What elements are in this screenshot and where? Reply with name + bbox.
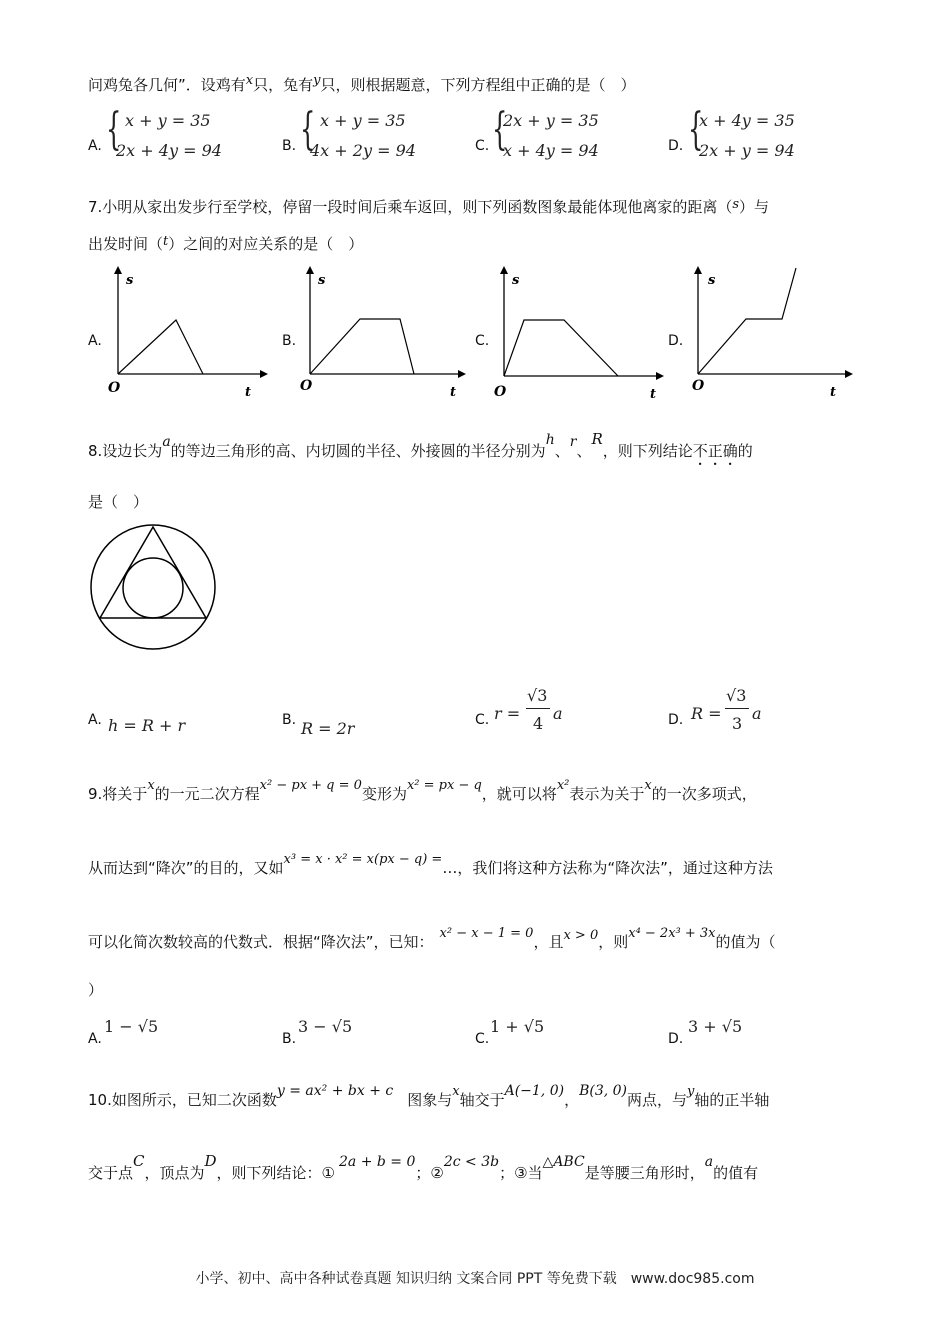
q9-text-g: 从而达到“降次”的目的，又如 xyxy=(88,859,284,877)
q10-text-f: 交于点 xyxy=(88,1164,134,1182)
var-a: a xyxy=(553,704,563,723)
brace: { xyxy=(492,104,508,155)
option-label: C. xyxy=(475,333,490,349)
expression: 1 − √5 xyxy=(104,1017,159,1036)
q9-line4 xyxy=(88,980,103,1000)
equation: x³ = x · x² = x(px − q) = xyxy=(283,852,443,867)
q9-text-i: 可以化简次数较高的代数式．根据“降次法”，已知： xyxy=(88,933,434,951)
expression-lhs: r = xyxy=(494,704,521,723)
q10-text-e: 轴的正半轴 xyxy=(694,1091,770,1109)
expression: 1 + √5 xyxy=(490,1017,545,1036)
conclusion-1: 2a + b = 0 xyxy=(339,1154,416,1170)
expression-lhs: R = xyxy=(691,704,722,723)
q9-text-c: 变形为 xyxy=(361,785,407,803)
equation: 4x + 2y = 94 xyxy=(310,141,416,160)
q10-text-b: 图象与 xyxy=(407,1091,453,1109)
q9-text-d: ，就可以将 xyxy=(481,785,557,803)
expression: 3 − √5 xyxy=(298,1017,353,1036)
q6-intro-b: 只，兔有 xyxy=(253,76,314,94)
expression: h = R + r xyxy=(108,716,186,735)
graph-d xyxy=(680,262,855,402)
var-x: x xyxy=(245,73,254,88)
q9-line1 xyxy=(88,778,757,806)
var-a: a xyxy=(162,434,171,450)
option-label: D. xyxy=(668,138,684,154)
option-label: B. xyxy=(282,333,297,349)
q8-text-c: ，则下列结论 xyxy=(602,442,693,460)
q8-text-a: 8.设边长为 xyxy=(88,442,163,460)
q9-text-k: ，则 xyxy=(598,933,629,951)
option-label: C. xyxy=(475,138,490,154)
q9-text-l: 的值为（ xyxy=(715,933,776,951)
sep: ， xyxy=(564,1091,580,1109)
brace: { xyxy=(688,104,704,155)
axis-label-t: t xyxy=(450,385,457,400)
equation: x > 0 xyxy=(563,928,599,943)
graph-a xyxy=(100,262,270,402)
triangle-circle-figure xyxy=(86,518,222,656)
expression: x² xyxy=(556,778,570,793)
equation: x + y = 35 xyxy=(320,111,406,130)
point-a: A(−1, 0) xyxy=(504,1083,565,1099)
option-label: A. xyxy=(88,138,102,154)
option-label: C. xyxy=(475,712,490,728)
axis-label-t: t xyxy=(245,385,252,400)
axis-label-s: s xyxy=(126,273,134,288)
option-label: B. xyxy=(282,712,297,728)
equation: 2x + y = 35 xyxy=(503,111,599,130)
circumcircle xyxy=(91,525,215,649)
axis-label-s: s xyxy=(512,273,520,288)
q8-text-e: 是（ ） xyxy=(88,493,149,511)
q7-text-a: 7.小明从家出发步行至学校，停留一段时间后乘车返回，则下列函数图象最能体现他离家的距离（ xyxy=(88,198,733,216)
var-x: x xyxy=(147,778,155,793)
equation: x + y = 35 xyxy=(125,111,211,130)
q9-line2 xyxy=(88,852,773,880)
graph-b xyxy=(292,262,467,402)
q10-line2 xyxy=(88,1152,759,1184)
expression: R = 2r xyxy=(301,719,355,738)
axis-label-s: s xyxy=(708,273,716,288)
var-x: x xyxy=(452,1084,460,1099)
option-label: D. xyxy=(668,333,684,349)
option-label: B. xyxy=(282,1031,297,1047)
option-label: A. xyxy=(88,333,102,349)
q7-text-d: ）之间的对应关系的是（ ） xyxy=(168,235,364,253)
q10-text-i: ；② xyxy=(415,1164,444,1182)
var-R: R xyxy=(591,430,603,448)
var-x: x xyxy=(644,778,652,793)
emphasis-text: 不正确 xyxy=(692,442,738,460)
q6-intro-c: 只，则根据题意，下列方程组中正确的是（ ） xyxy=(320,76,636,94)
q9-text-j: ，且 xyxy=(533,933,564,951)
q10-text-a: 10.如图所示，已知二次函数 xyxy=(88,1091,277,1109)
option-label: A. xyxy=(88,1031,102,1047)
equation: 2x + y = 94 xyxy=(699,141,795,160)
q9-text-a: 9.将关于 xyxy=(88,785,148,803)
q6-intro-a: 问鸡兔各几何”．设鸡有 xyxy=(88,76,246,94)
equation: 2x + 4y = 94 xyxy=(116,141,222,160)
q9-line3 xyxy=(88,926,776,954)
equation: x + 4y = 35 xyxy=(699,111,795,130)
q10-text-c: 轴交于 xyxy=(459,1091,505,1109)
axis-label-t: t xyxy=(830,385,837,400)
q7-text-b: ）与 xyxy=(739,198,770,216)
origin-label: O xyxy=(108,380,121,396)
q10-text-l: 的值有 xyxy=(713,1164,759,1182)
graph-c xyxy=(486,262,664,402)
origin-label: O xyxy=(300,378,313,394)
q6-intro xyxy=(88,75,636,97)
conclusion-2: 2c < 3b xyxy=(443,1154,500,1170)
q8-text-d: 的 xyxy=(737,442,753,460)
fraction-denominator: 3 xyxy=(732,714,743,733)
expression: 3 + √5 xyxy=(688,1017,743,1036)
fraction-bar xyxy=(725,708,749,709)
var-a: a xyxy=(704,1154,714,1170)
q10-text-k: 是等腰三角形时， xyxy=(584,1164,705,1182)
incircle xyxy=(123,558,183,618)
q7-line1 xyxy=(88,197,769,219)
var-r: r xyxy=(569,434,577,450)
point-b: B(3, 0) xyxy=(579,1083,628,1099)
option-label: D. xyxy=(668,1031,684,1047)
equation: x² = px − q xyxy=(406,778,482,793)
equation: y = ax² + bx + c xyxy=(276,1083,394,1099)
q7-line2 xyxy=(88,234,363,256)
option-label: B. xyxy=(282,138,297,154)
var-y: y xyxy=(313,73,321,88)
triangle-abc: △ABC xyxy=(542,1154,585,1170)
equation: x² − x − 1 = 0 xyxy=(439,926,534,941)
q10-text-d: 两点，与 xyxy=(627,1091,688,1109)
q10-text-j: ；③当 xyxy=(499,1164,543,1182)
q9-text-b: 的一元二次方程 xyxy=(154,785,260,803)
fraction-bar xyxy=(526,708,550,709)
var-t: t xyxy=(163,234,169,249)
origin-label: O xyxy=(494,384,507,400)
q10-line1 xyxy=(88,1083,770,1112)
option-label: D. xyxy=(668,712,684,728)
var-h: h xyxy=(545,432,555,448)
var-y: y xyxy=(687,1084,695,1099)
q8-line2 xyxy=(88,492,148,512)
axis-label-t: t xyxy=(650,387,657,402)
option-label: A. xyxy=(88,712,102,728)
page-footer: 小学、初中、高中各种试卷真题 知识归纳 文案合同 PPT 等免费下载 www.doc985.com xyxy=(195,1271,755,1287)
var-s: s xyxy=(732,197,739,212)
sep: 、 xyxy=(576,442,592,460)
q7-text-c: 出发时间（ xyxy=(88,235,164,253)
option-label: C. xyxy=(475,1031,490,1047)
q8-line1 xyxy=(88,430,753,469)
fraction-denominator: 4 xyxy=(533,714,544,733)
sep: 、 xyxy=(554,442,570,460)
axis-label-s: s xyxy=(318,273,326,288)
var-a: a xyxy=(752,704,762,723)
fraction-numerator: √3 xyxy=(527,686,548,705)
q9-text-f: 的一次多项式， xyxy=(651,785,757,803)
equation: x² − px + q = 0 xyxy=(259,778,362,793)
q8-text-b: 的等边三角形的高、内切圆的半径、外接圆的半径分别为 xyxy=(170,442,546,460)
equilateral-triangle xyxy=(100,527,206,618)
equation: x + 4y = 94 xyxy=(503,141,599,160)
brace: { xyxy=(106,104,122,155)
q9-text-m: ） xyxy=(88,981,104,999)
q9-text-h: …，我们将这种方法称为“降次法”，通过这种方法 xyxy=(442,859,773,877)
q10-text-g: ，顶点为 xyxy=(144,1164,205,1182)
var-C: C xyxy=(133,1152,145,1170)
origin-label: O xyxy=(692,378,705,394)
q9-text-e: 表示为关于 xyxy=(569,785,645,803)
expression: x⁴ − 2x³ + 3x xyxy=(628,926,716,941)
q10-text-h: ，则下列结论：① xyxy=(216,1164,335,1182)
var-D: D xyxy=(204,1152,217,1170)
brace: { xyxy=(300,104,316,155)
fraction-numerator: √3 xyxy=(726,686,747,705)
